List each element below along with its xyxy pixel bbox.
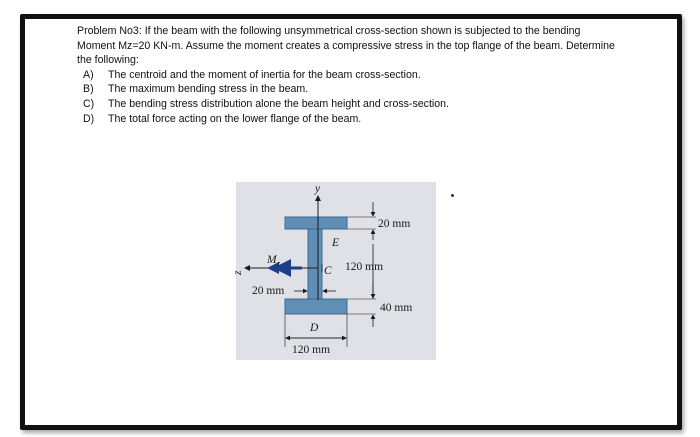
z-axis-label: z [232, 270, 244, 275]
question-text: The centroid and the moment of inertia for the beam cross-section. [108, 68, 421, 81]
y-axis-label: y [315, 183, 321, 195]
question-letter: A) [83, 68, 94, 81]
stray-dot [451, 194, 454, 197]
question-list [77, 68, 617, 126]
point-d-label: D [310, 322, 319, 334]
question-letter: C) [83, 97, 95, 110]
question-letter: B) [83, 83, 94, 96]
moment-label: M [267, 254, 277, 266]
point-e-label: E [332, 237, 340, 249]
top-flange [285, 217, 347, 229]
dim-bottom-width-label: 120 mm [292, 344, 331, 356]
question-letter: D) [83, 112, 95, 125]
point-c-label: C [324, 265, 332, 277]
question-item-c [77, 97, 617, 112]
problem-statement [77, 24, 617, 126]
question-item-b [77, 82, 617, 97]
dim-web-height-label: 120 mm [345, 261, 384, 273]
dim-bottom-flange-label: 40 mm [380, 302, 413, 314]
question-text: The bending stress distribution alone the beam height and cross-section. [108, 97, 449, 110]
question-item-a [77, 68, 617, 83]
dim-web-width-label: 20 mm [252, 285, 285, 297]
question-text: The maximum bending stress in the beam. [108, 83, 309, 96]
cross-section-diagram [232, 182, 436, 360]
beam-cross-section-figure [232, 182, 436, 360]
problem-intro: Problem No3: If the beam with the following unsymmetrical cross-section shown is subjected to the bending Moment Mz=20 KN-m. Assume the moment creates a compressive stress in the top flange of the beam. Determine the following: [77, 25, 615, 67]
question-item-d [77, 112, 617, 127]
moment-subscript: z [277, 259, 281, 268]
dim-top-flange-label: 20 mm [378, 218, 411, 230]
bottom-flange [285, 299, 347, 314]
question-text: The total force acting on the lower flange of the beam. [108, 112, 362, 125]
web [308, 229, 322, 299]
